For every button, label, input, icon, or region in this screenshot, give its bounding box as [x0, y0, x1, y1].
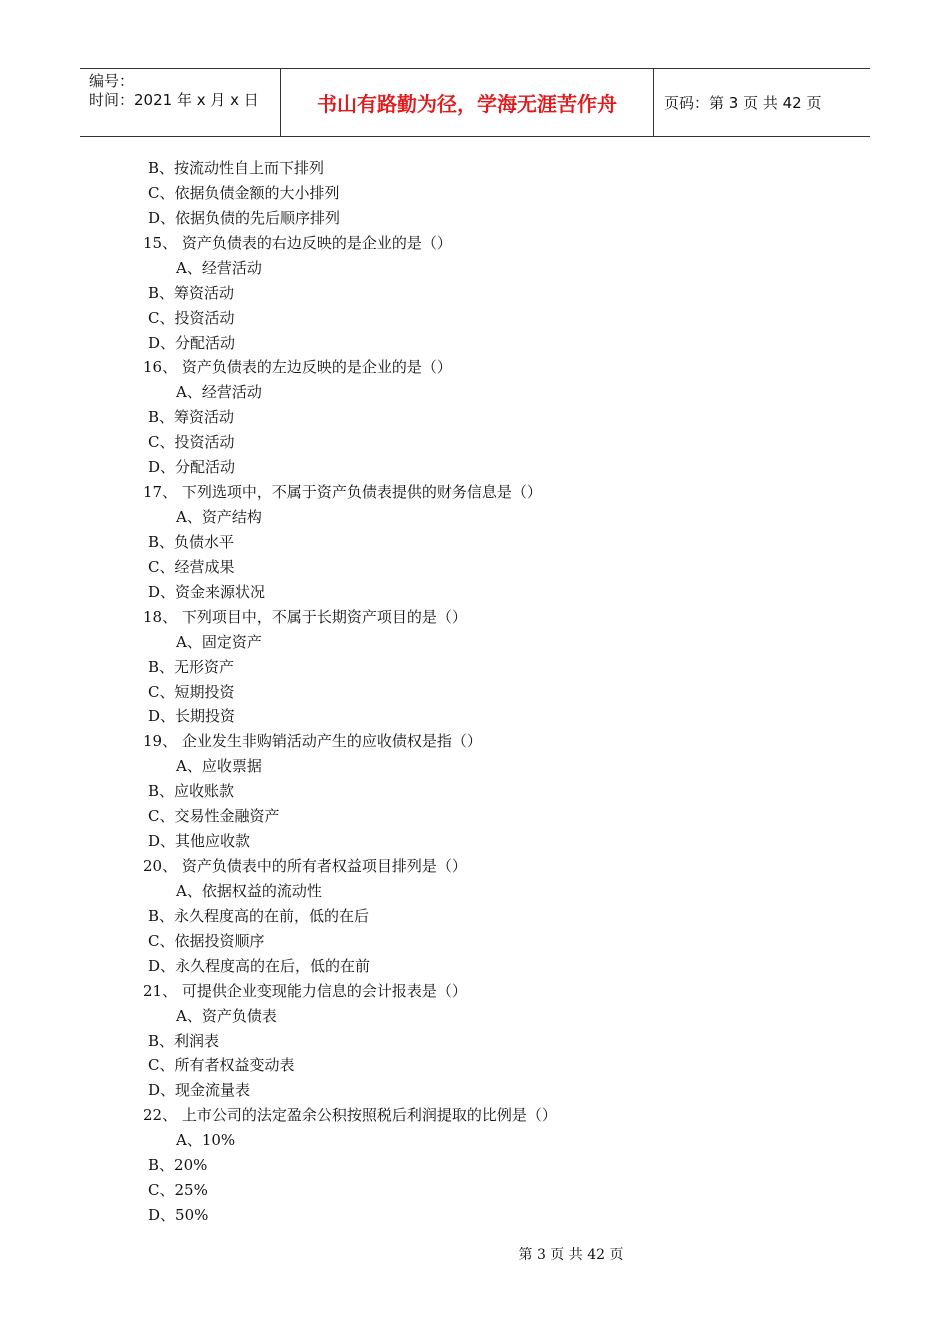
answer-option: C、交易性金融资产: [148, 807, 280, 825]
question-stem: 20、 资产负债表中的所有者权益项目排列是（）: [143, 857, 467, 875]
question-stem: 16、 资产负债表的左边反映的是企业的是（）: [143, 358, 452, 376]
answer-option: C、依据负债金额的大小排列: [148, 184, 340, 202]
serial-label: 编号：: [89, 72, 135, 90]
answer-option: A、资产负债表: [176, 1007, 277, 1025]
answer-option: B、无形资产: [148, 658, 235, 676]
answer-option: C、投资活动: [148, 309, 235, 327]
header-meta-cell: [80, 69, 281, 136]
answer-option: C、25%: [148, 1181, 208, 1199]
page-info: 页码：第 3 页 共 42 页: [664, 94, 822, 112]
answer-option: A、资产结构: [176, 508, 262, 526]
question-stem: 22、 上市公司的法定盈余公积按照税后利润提取的比例是（）: [143, 1106, 557, 1124]
answer-option: B、筹资活动: [148, 408, 235, 426]
answer-option: C、依据投资顺序: [148, 932, 265, 950]
answer-option: B、筹资活动: [148, 284, 235, 302]
time-line: 时间：2021 年 x 月 x 日: [89, 91, 259, 109]
answer-option: A、经营活动: [176, 259, 262, 277]
answer-option: C、投资活动: [148, 433, 235, 451]
question-stem: 19、 企业发生非购销活动产生的应收债权是指（）: [143, 732, 482, 750]
question-stem: 18、 下列项目中，不属于长期资产项目的是（）: [143, 608, 467, 626]
header-motto-cell: [281, 69, 654, 136]
answer-option: D、现金流量表: [148, 1081, 251, 1099]
question-stem: 21、 可提供企业变现能力信息的会计报表是（）: [143, 982, 467, 1000]
page-header: [80, 68, 870, 137]
answer-option: A、应收票据: [176, 757, 262, 775]
answer-option: A、10%: [176, 1131, 236, 1149]
answer-option: B、应收账款: [148, 782, 235, 800]
answer-option: A、经营活动: [176, 383, 262, 401]
question-stem: 15、 资产负债表的右边反映的是企业的是（）: [143, 234, 452, 252]
header-page-cell: [654, 69, 870, 136]
answer-option: D、长期投资: [148, 707, 236, 725]
answer-option: C、短期投资: [148, 683, 235, 701]
answer-option: B、永久程度高的在前，低的在后: [148, 907, 370, 925]
answer-option: A、固定资产: [176, 633, 262, 651]
answer-option: D、资金来源状况: [148, 583, 266, 601]
answer-option: B、20%: [148, 1156, 208, 1174]
answer-option: D、永久程度高的在后，低的在前: [148, 957, 371, 975]
motto: 书山有路勤为径，学海无涯苦作舟: [317, 92, 617, 116]
answer-option: B、负债水平: [148, 533, 235, 551]
answer-option: D、分配活动: [148, 334, 236, 352]
answer-option: D、分配活动: [148, 458, 236, 476]
answer-option: D、依据负债的先后顺序排列: [148, 209, 341, 227]
answer-option: A、依据权益的流动性: [176, 882, 322, 900]
answer-option: C、所有者权益变动表: [148, 1056, 295, 1074]
answer-option: B、按流动性自上而下排列: [148, 159, 325, 177]
question-stem: 17、 下列选项中，不属于资产负债表提供的财务信息是（）: [143, 483, 542, 501]
page-footer: 第 3 页 共 42 页: [518, 1247, 624, 1263]
answer-option: D、其他应收款: [148, 832, 251, 850]
answer-option: B、利润表: [148, 1032, 220, 1050]
answer-option: C、经营成果: [148, 558, 235, 576]
answer-option: D、50%: [148, 1206, 209, 1224]
